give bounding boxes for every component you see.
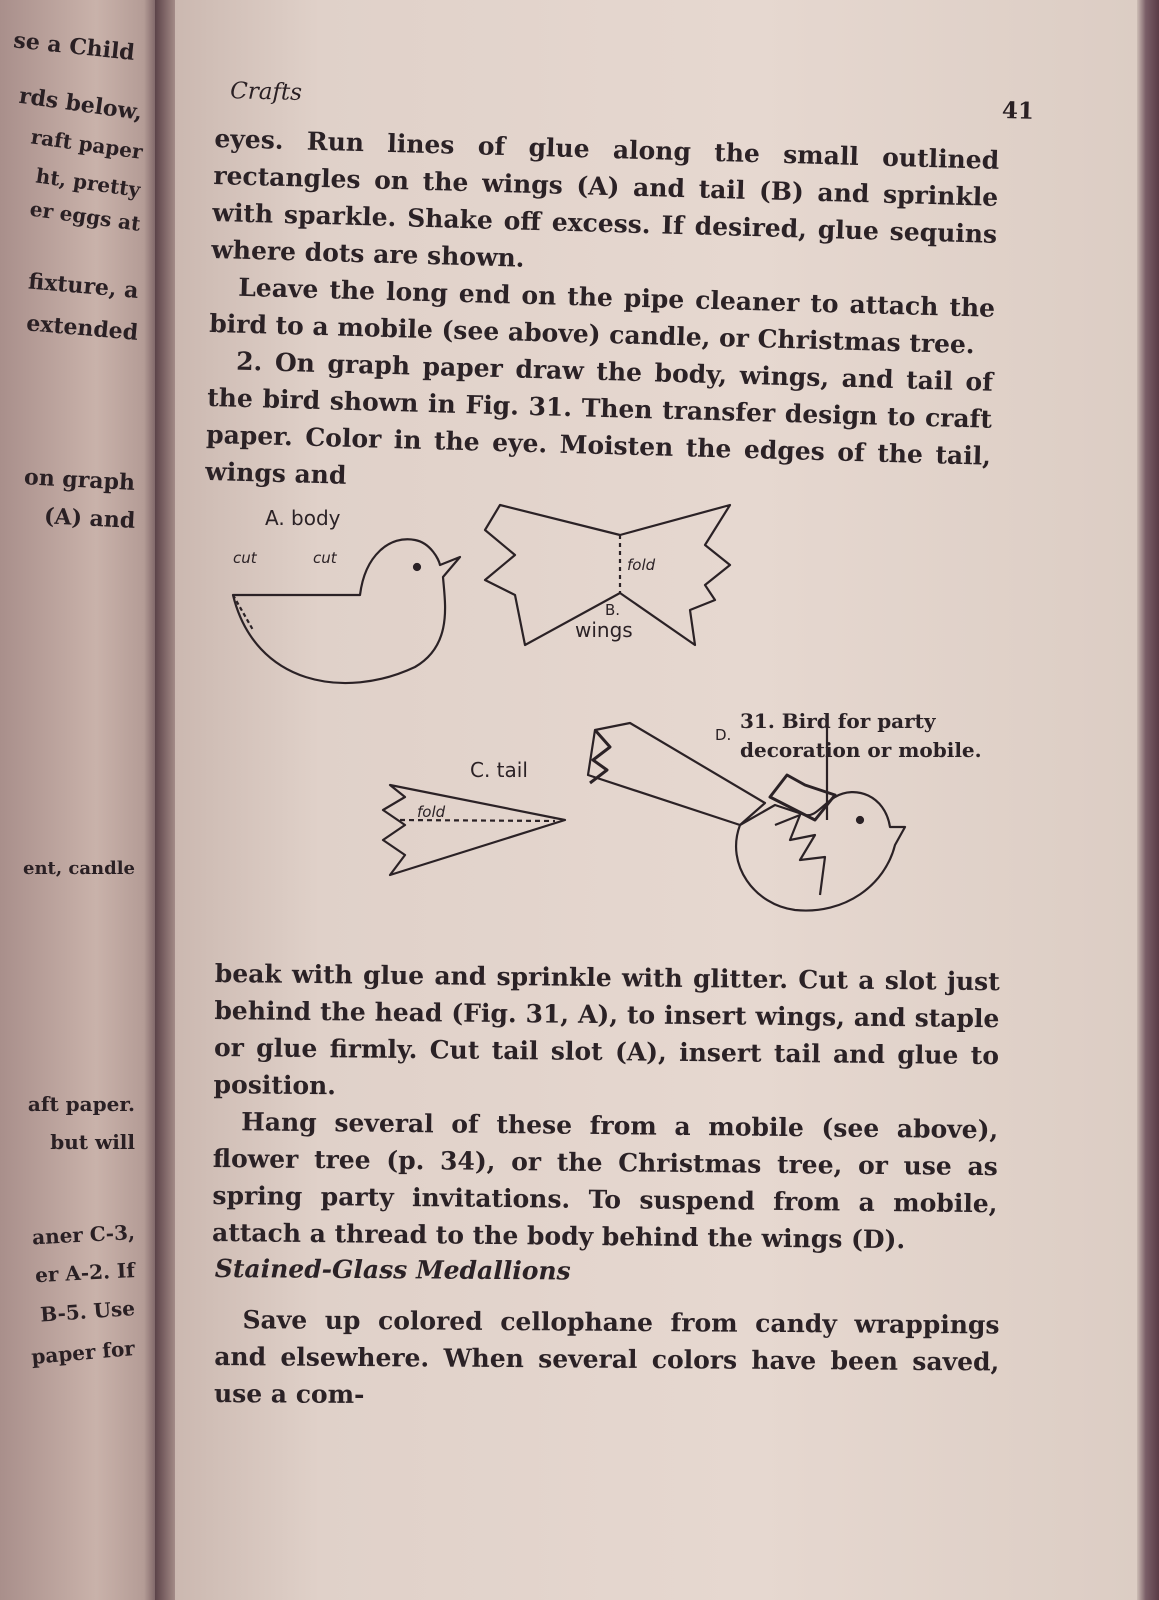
left-fragment: se a Child xyxy=(12,27,137,66)
paragraph: eyes. Run lines of glue along the small outlined rectangles on the wings (A) and tail (B) and sprinkle with sparkle. Shake off excess. If desired, glue sequins where dots are shown. xyxy=(210,123,1000,273)
left-fragment: rds below, xyxy=(17,82,144,126)
left-fragment: fixture, a xyxy=(26,268,140,304)
left-fragment: extended xyxy=(25,310,140,346)
left-fragment: but will xyxy=(50,1130,135,1154)
left-facing-page xyxy=(0,0,160,1600)
label-body: A. body xyxy=(265,506,341,530)
left-fragment: er eggs at xyxy=(28,196,142,236)
left-fragment: ent, candle xyxy=(23,858,135,879)
left-fragment: raft paper xyxy=(28,124,144,164)
left-fragment: aner C-3, xyxy=(31,1220,136,1250)
left-fragment: er A-2. If xyxy=(34,1258,136,1288)
label-wings: wings xyxy=(575,618,633,642)
paragraph: 2. On graph paper draw the body, wings, and tail of the bird shown in Fig. 31. Then transfer design to craft paper. Color in the eye. Moisten the edges of the tail, wings and xyxy=(204,346,994,490)
label-fold-tail: fold xyxy=(417,803,446,821)
section-title: Stained-Glass Medallions xyxy=(214,1253,571,1286)
left-fragment: paper for xyxy=(30,1336,137,1369)
left-fragment: aft paper. xyxy=(27,1092,135,1116)
left-fragment: B-5. Use xyxy=(39,1296,136,1327)
left-fragment: on graph xyxy=(23,464,136,496)
page-number: 41 xyxy=(1001,97,1035,125)
page-header xyxy=(230,78,1034,128)
section-stained-glass xyxy=(214,1250,1000,1417)
bird-tail-outline xyxy=(383,785,565,875)
label-cut-right: cut xyxy=(313,549,337,567)
label-assembled: D. xyxy=(715,726,732,744)
paragraph: Save up colored cellophane from candy wrappings and elsewhere. When several colors have been saved, use a com- xyxy=(213,1305,1000,1410)
paragraph: Leave the long end on the pipe cleaner to attach the bird to a mobile (see above) candle, or Christmas tree. xyxy=(208,272,996,360)
figure-31 xyxy=(195,485,1065,945)
figure-caption: 31. Bird for party decoration or mobile. xyxy=(740,709,982,762)
label-fold-wings: fold xyxy=(627,556,656,574)
bird-body-outline xyxy=(233,539,460,683)
paragraph: Hang several of these from a mobile (see above), flower tree (p. 34), or the Christmas tree, or use as spring party invitations. To suspend from a mobile, attach a thread to the body behind the wings (D). xyxy=(211,1107,999,1255)
text-block-bottom xyxy=(212,955,1000,1259)
label-wings-letter: B. xyxy=(605,601,621,619)
label-tail: C. tail xyxy=(470,758,528,782)
running-head: Crafts xyxy=(229,78,303,106)
book-page xyxy=(175,0,1139,1600)
text-block-top xyxy=(205,120,1000,512)
left-fragment: (A) and xyxy=(43,503,136,534)
left-fragment: ht, pretty xyxy=(34,163,142,202)
paragraph: beak with glue and sprinkle with glitter. Cut a slot just behind the head (Fig. 31, A), to insert wings, and staple or glue firmly. Cut tail slot (A), insert tail and glue to position. xyxy=(213,958,1000,1101)
book-right-edge xyxy=(1137,0,1159,1600)
label-cut-left: cut xyxy=(233,549,257,567)
